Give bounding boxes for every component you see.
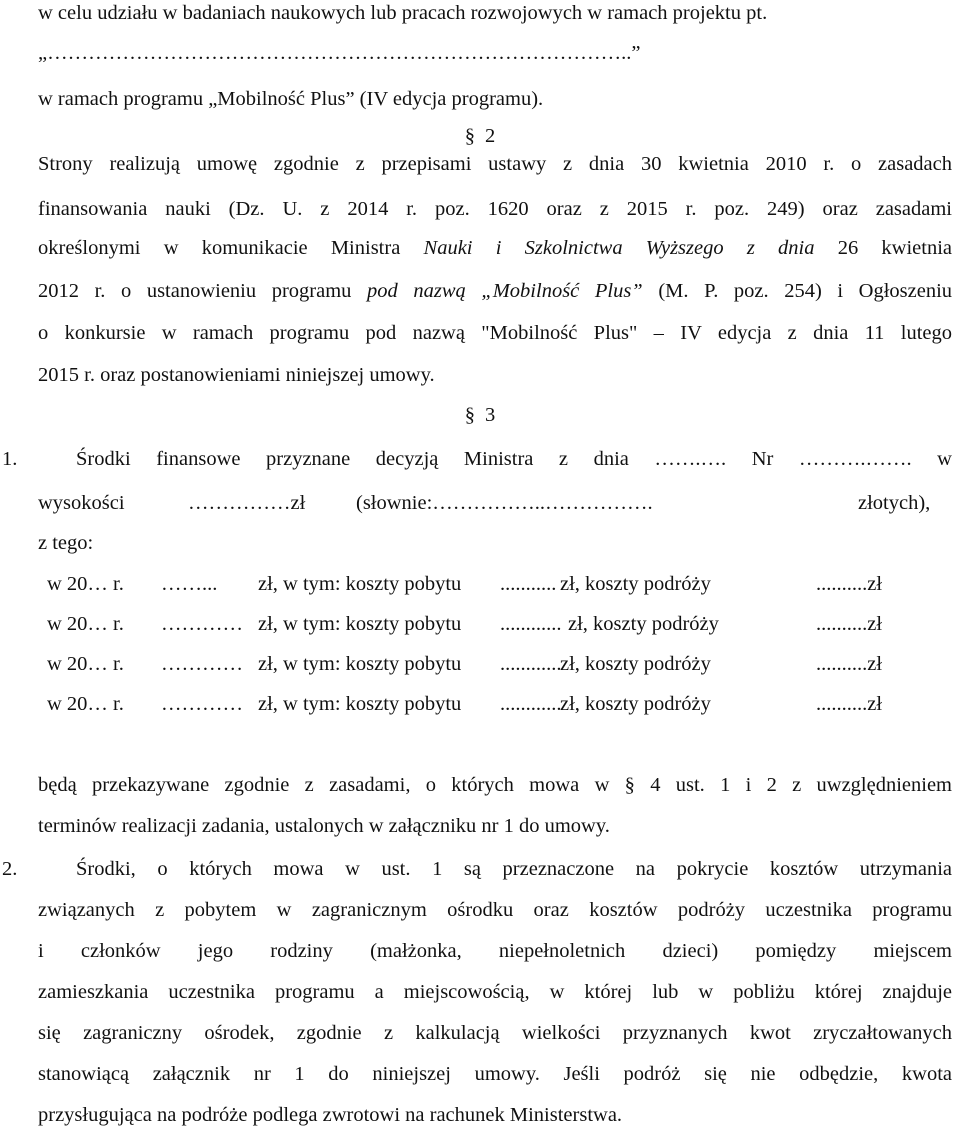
s2-line-2: finansowania nauki (Dz. U. z 2014 r. poz. 1620 oraz z 2015 r. poz. 249) oraz zasadami <box>38 198 952 220</box>
s2-line-5: o konkursie w ramach programu pod nazwą "Mobilność Plus" – IV edycja z dnia 11 lutego <box>38 322 952 344</box>
year-cell: w 20… r. <box>47 613 124 635</box>
travel-label: zł, koszty podróży <box>560 693 711 715</box>
item-1-line-2d: złotych), <box>858 492 931 514</box>
intro-line-1: w celu udziału w badaniach naukowych lub pracach rozwojowych w ramach projektu pt. <box>38 2 768 24</box>
s2-line-1: Strony realizują umowę zgodnie z przepisami ustawy z dnia 30 kwietnia 2010 r. o zasadach <box>38 153 952 175</box>
item-2-line-6: stanowiącą załącznik nr 1 do niniejszej umowy. Jeśli podróż się nie odbędzie, kwota <box>38 1063 952 1085</box>
s2-line-4-italic: pod nazwą „Mobilność Plus” <box>367 280 643 302</box>
s2-line-4-pre: 2012 r. o ustanowieniu programu <box>38 280 352 302</box>
stay-cell: ............ <box>500 653 562 675</box>
section-sign: § <box>464 125 475 147</box>
item-1-line-3: z tego: <box>38 532 94 554</box>
amount-cell: ………… <box>161 613 243 635</box>
item-1-number: 1. <box>2 448 18 470</box>
amount-cell: ……... <box>161 573 218 595</box>
travel-cell: ..........zł <box>816 693 883 715</box>
section-3-heading <box>0 402 960 428</box>
item-2-line-3: i członków jego rodziny (małżonka, niepełnoletnich dzieci) pomiędzy miejscem <box>38 940 952 962</box>
travel-label: zł, koszty podróży <box>560 573 711 595</box>
year-cell: w 20… r. <box>47 653 124 675</box>
stay-cell: ............ <box>500 693 562 715</box>
s2-line-3-italic: Nauki i Szkolnictwa Wyższego z dnia <box>423 237 815 259</box>
s2-line-6: 2015 r. oraz postanowieniami niniejszej umowy. <box>38 364 435 386</box>
stay-cell: ........... <box>500 573 557 595</box>
section-sign: § <box>464 404 475 426</box>
item-2-line-1: Środki, o których mowa w ust. 1 są przeznaczone na pokrycie kosztów utrzymania <box>76 858 952 880</box>
travel-label: zł, koszty podróży <box>568 613 719 635</box>
stay-cell: ............ <box>500 613 562 635</box>
item-2-line-5: się zagraniczny ośrodek, zgodnie z kalkulacją wielkości przyznanych kwot zryczałtowanych <box>38 1022 952 1044</box>
stay-label: zł, w tym: koszty pobytu <box>258 573 462 595</box>
section-number: 3 <box>485 404 496 426</box>
s2-line-4-post: (M. P. poz. 254) i Ogłoszeniu <box>658 280 953 302</box>
travel-label: zł, koszty podróży <box>560 653 711 675</box>
intro-line-3: w ramach programu „Mobilność Plus” (IV edycja programu). <box>38 88 544 110</box>
item-1-after-line-1: będą przekazywane zgodnie z zasadami, o których mowa w § 4 ust. 1 i 2 z uwzględnieniem <box>38 774 952 796</box>
travel-cell: ..........zł <box>816 653 883 675</box>
stay-label: zł, w tym: koszty pobytu <box>258 693 462 715</box>
amount-cell: ………… <box>161 653 243 675</box>
s2-line-3-pre: określonymi w komunikacie Ministra <box>38 237 401 259</box>
item-2-line-2: związanych z pobytem w zagranicznym ośrodku oraz kosztów podróży uczestnika programu <box>38 899 952 921</box>
year-cell: w 20… r. <box>47 573 124 595</box>
section-2-heading <box>0 123 960 149</box>
year-cell: w 20… r. <box>47 693 124 715</box>
travel-cell: ..........zł <box>816 613 883 635</box>
item-2-line-7: przysługująca na podróże podlega zwrotowi na rachunek Ministerstwa. <box>38 1104 623 1126</box>
item-1-line-1: Środki finansowe przyznane decyzją Ministra z dnia …….…. Nr ……….……. w <box>76 448 952 470</box>
travel-cell: ..........zł <box>816 573 883 595</box>
amount-cell: ………… <box>161 693 243 715</box>
stay-label: zł, w tym: koszty pobytu <box>258 613 462 635</box>
s2-line-3 <box>38 235 952 261</box>
s2-line-3-post: 26 kwietnia <box>837 237 952 259</box>
amount-in-words-placeholder: (słownie:……………..……………. <box>356 492 653 514</box>
item-2-number: 2. <box>2 858 18 880</box>
item-1-line-2a: wysokości <box>38 492 125 514</box>
item-1-after-line-2: terminów realizacji zadania, ustalonych w załączniku nr 1 do umowy. <box>38 815 610 837</box>
item-2-line-4: zamieszkania uczestnika programu a miejscowością, w której lub w pobliżu której znajduje <box>38 981 952 1003</box>
amount-placeholder: ……………zł <box>188 492 306 514</box>
project-title-placeholder: „…………………………………………………………………………..” <box>38 42 641 64</box>
stay-label: zł, w tym: koszty pobytu <box>258 653 462 675</box>
section-number: 2 <box>485 125 496 147</box>
s2-line-4 <box>38 278 952 304</box>
